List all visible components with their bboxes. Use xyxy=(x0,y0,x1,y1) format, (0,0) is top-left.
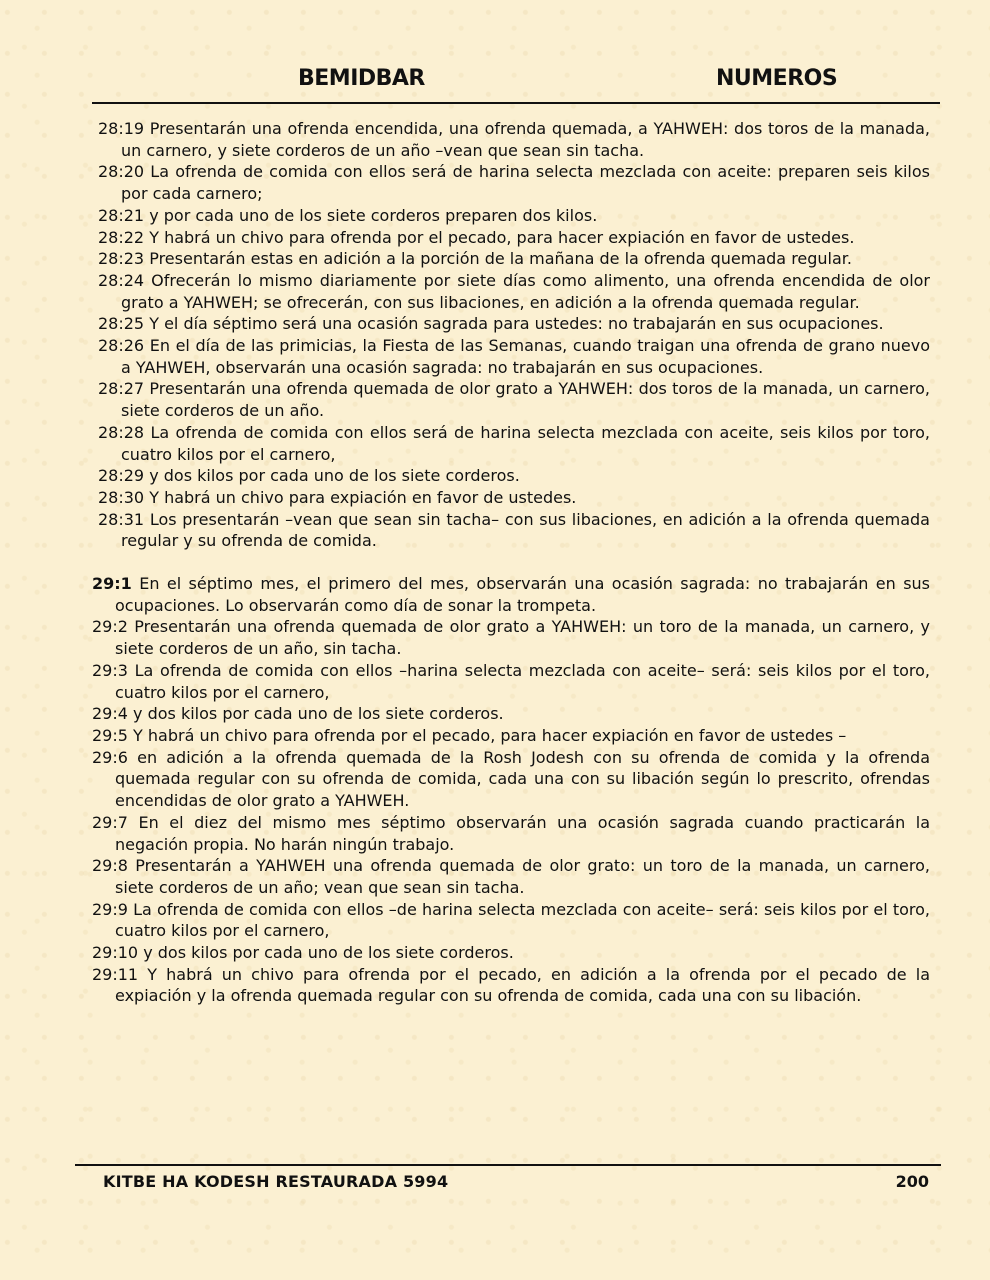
verse: 28:21 y por cada uno de los siete corderos preparen dos kilos. xyxy=(98,205,598,225)
page-header xyxy=(92,62,940,104)
page-body xyxy=(92,118,931,1007)
verse: 29:2 Presentarán una ofrenda quemada de olor grato a YAHWEH: un toro de la manada, un carnero, y siete corderos de un año, sin tacha. xyxy=(92,617,931,659)
header-book-hebrew: BEMIDBAR xyxy=(298,66,425,91)
verse: 28:19 Presentarán una ofrenda encendida, una ofrenda quemada, a YAHWEH: dos toros de la manada, un carnero, y siete corderos de un año –vean que sean sin tacha. xyxy=(98,119,930,160)
verse: 28:23 Presentarán estas en adición a la porción de la mañana de la ofrenda quemada regular. xyxy=(98,249,852,269)
page-number: 200 xyxy=(895,1172,929,1191)
verse-chapter-start: 29:1 En el séptimo mes, el primero del mes, observarán una ocasión sagrada: no trabajarán en sus ocupaciones. Lo observarán como día de sonar la trompeta. xyxy=(92,574,931,615)
verse: 28:30 Y habrá un chivo para expiación en favor de ustedes. xyxy=(98,487,577,507)
verse: 28:24 Ofrecerán lo mismo diariamente por siete días como alimento, una ofrenda encendida de olor grato a YAHWEH; se ofrecerán, con sus libaciones, en adición a la ofrenda quemada regular. xyxy=(98,270,931,312)
verse: 29:5 Y habrá un chivo para ofrenda por el pecado, para hacer expiación en favor de ustedes – xyxy=(92,725,847,745)
verse: 29:4 y dos kilos por cada uno de los siete corderos. xyxy=(92,704,504,724)
page-footer xyxy=(75,1164,941,1200)
verse: 28:20 La ofrenda de comida con ellos será de harina selecta mezclada con aceite: preparen seis kilos por cada carnero; xyxy=(98,162,930,204)
verse: 29:8 Presentarán a YAHWEH una ofrenda quemada de olor grato: un toro de la manada, un carnero, siete corderos de un año; vean que sean sin tacha. xyxy=(92,856,930,897)
verse: 28:25 Y el día séptimo será una ocasión sagrada para ustedes: no trabajarán en sus ocupaciones. xyxy=(98,314,884,334)
verse: 29:10 y dos kilos por cada uno de los siete corderos. xyxy=(92,943,514,963)
verse: 28:27 Presentarán una ofrenda quemada de olor grato a YAHWEH: dos toros de la manada, un carnero, siete corderos de un año. xyxy=(98,379,930,421)
verse: 28:29 y dos kilos por cada uno de los siete corderos. xyxy=(98,466,520,486)
chapter-29-verses xyxy=(92,573,930,1007)
verse: 29:7 En el diez del mismo mes séptimo observarán una ocasión sagrada cuando practicarán la negación propia. No harán ningún trabajo. xyxy=(92,812,931,854)
verse: 28:28 La ofrenda de comida con ellos será de harina selecta mezclada con aceite, seis kilos por toro, cuatro kilos por el carnero, xyxy=(98,422,930,464)
header-book-spanish: NUMEROS xyxy=(716,66,838,91)
verse: 28:26 En el día de las primicias, la Fiesta de las Semanas, cuando traigan una ofrenda de grano nuevo a YAHWEH, observarán una ocasión sagrada: no trabajarán en sus ocupaciones. xyxy=(98,336,930,377)
verse: 28:22 Y habrá un chivo para ofrenda por el pecado, para hacer expiación en favor de ustedes. xyxy=(98,227,855,247)
verse: 29:11 Y habrá un chivo para ofrenda por el pecado, en adición a la ofrenda por el pecado de la expiación y la ofrenda quemada regular con su ofrenda de comida, cada una con su libación. xyxy=(92,964,930,1006)
chapter-28-verses xyxy=(98,118,930,552)
verse: 29:3 La ofrenda de comida con ellos –harina selecta mezclada con aceite– será: seis kilos por el toro, cuatro kilos por el carnero, xyxy=(92,660,930,702)
footer-book-title: KITBE HA KODESH RESTAURADA 5994 xyxy=(103,1172,449,1191)
verse: 28:31 Los presentarán –vean que sean sin tacha– con sus libaciones, en adición a la ofrenda quemada regular y su ofrenda de comida. xyxy=(98,509,930,551)
chapter-spacer xyxy=(98,552,930,573)
verse: 29:9 La ofrenda de comida con ellos –de harina selecta mezclada con aceite– será: seis kilos por el toro, cuatro kilos por el carnero, xyxy=(92,899,930,941)
verse: 29:6 en adición a la ofrenda quemada de la Rosh Jodesh con su ofrenda de comida y la ofrenda quemada regular con su ofrenda de comida, cada una con su libación según lo prescrito, ofrendas encendidas de olor grato a YAHWEH. xyxy=(92,747,930,811)
